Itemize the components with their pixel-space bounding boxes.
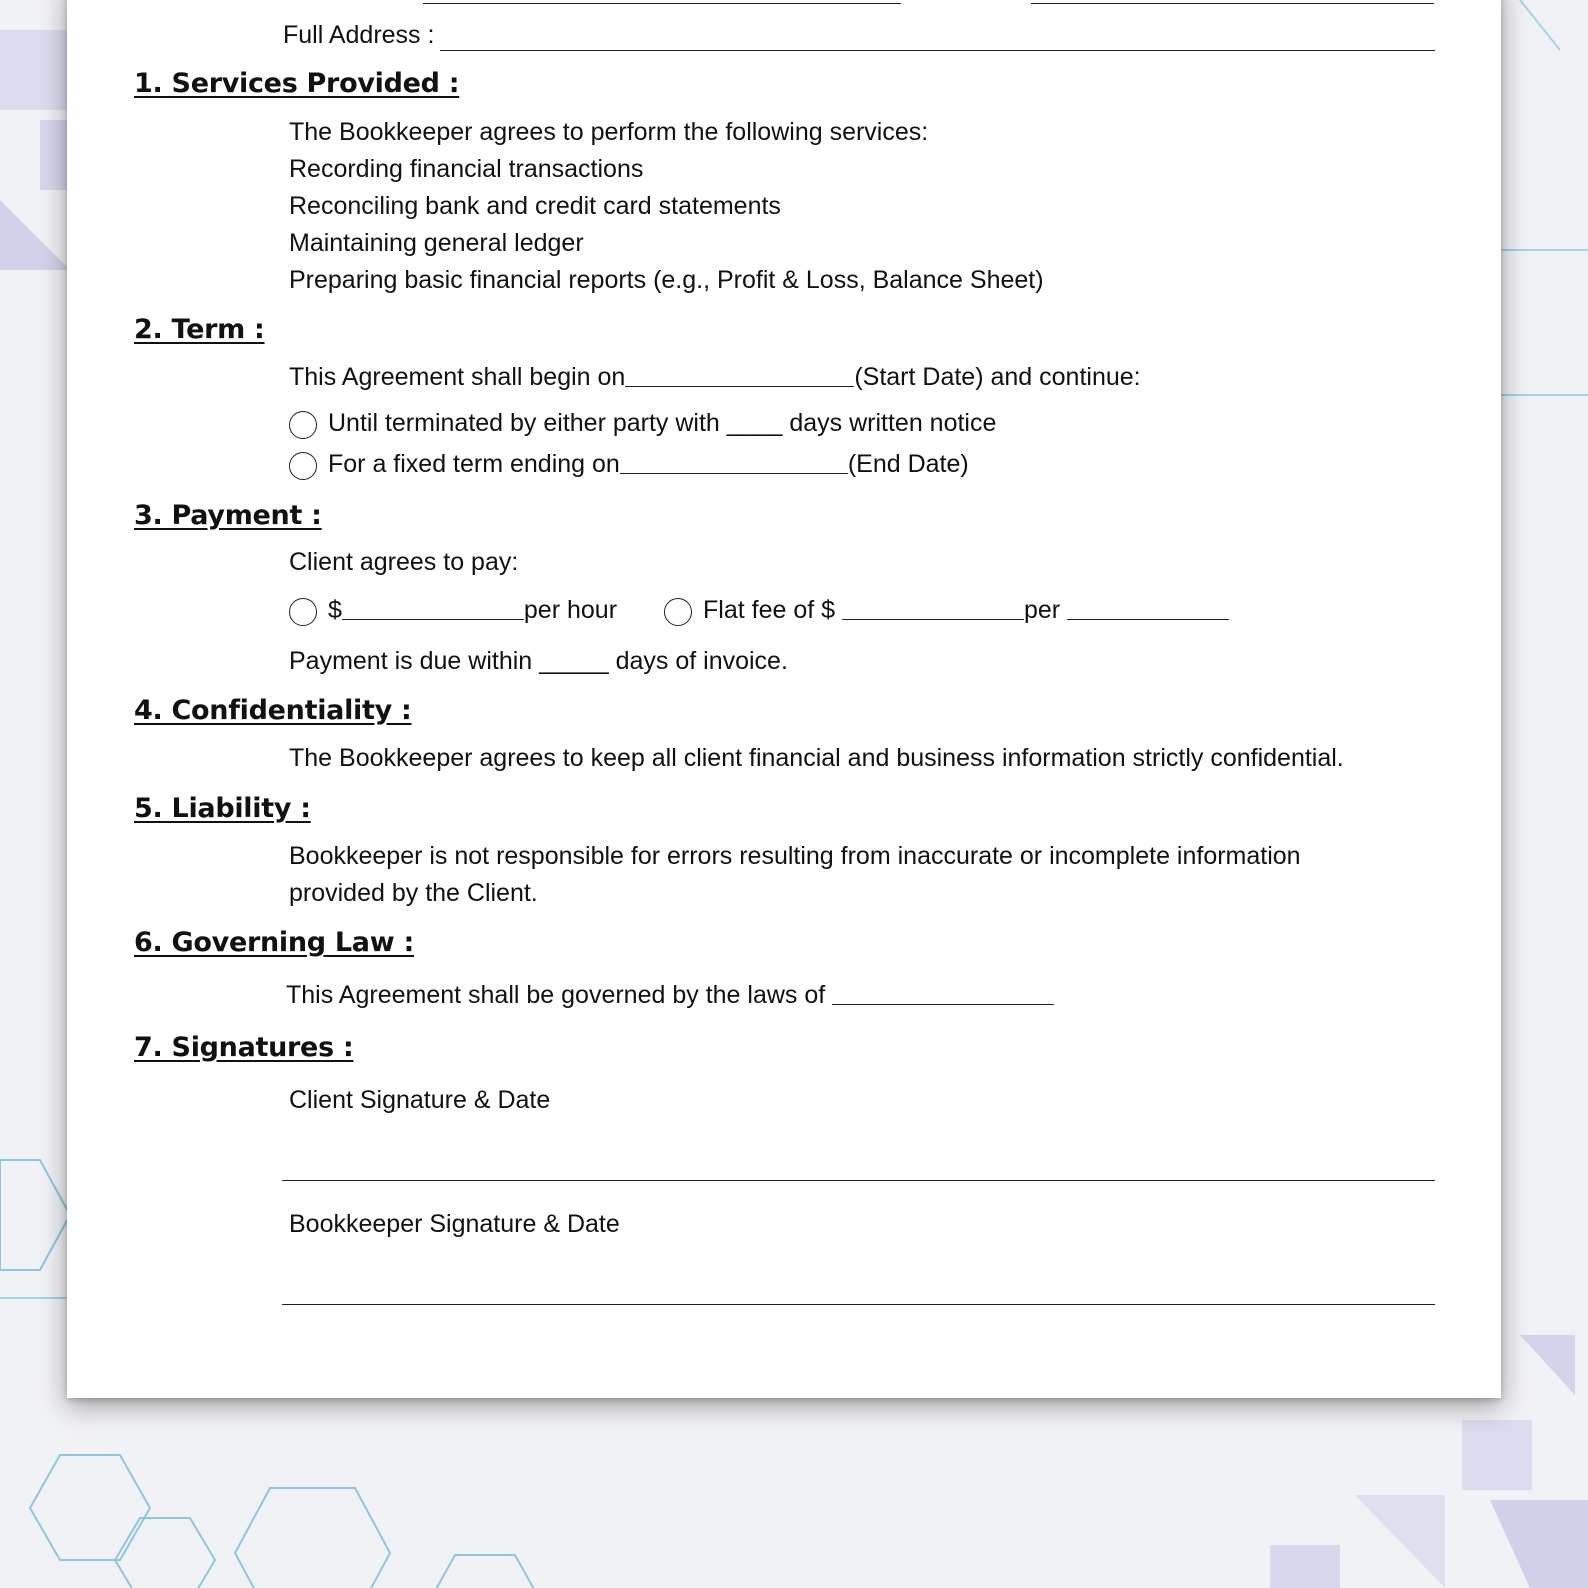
hourly-prefix: $ (328, 596, 342, 624)
fixed-term-text: For a fixed term ending on (328, 450, 620, 478)
service-item: Preparing basic financial reports (e.g., Profit & Loss, Balance Sheet) (289, 266, 1044, 294)
hourly-radio[interactable] (289, 598, 317, 626)
flat-fee-period-field[interactable] (1067, 595, 1229, 620)
liability-heading: 5. Liability : (134, 793, 311, 824)
client-signature-label: Client Signature & Date (289, 1086, 551, 1114)
payment-due-text: Payment is due within _____ days of invoice. (289, 647, 788, 675)
agreement-page (67, 0, 1501, 1398)
start-date-field[interactable] (625, 362, 854, 387)
liability-text-line1: Bookkeeper is not responsible for errors resulting from inaccurate or incomplete information (289, 842, 1301, 870)
flat-fee-amount-field[interactable] (842, 595, 1024, 620)
term-begin-row (289, 362, 1141, 392)
hourly-suffix: per hour (523, 596, 618, 624)
flat-fee-prefix: Flat fee of $ (703, 596, 836, 624)
signatures-heading: 7. Signatures : (134, 1032, 354, 1063)
service-item: Reconciling bank and credit card statements (289, 192, 781, 220)
payment-intro: Client agrees to pay: (289, 548, 519, 576)
end-date-field[interactable] (620, 449, 848, 474)
services-heading: 1. Services Provided : (134, 68, 460, 99)
governing-law-field[interactable] (832, 980, 1054, 1005)
fixed-term-radio[interactable] (289, 452, 317, 480)
client-signature-field[interactable] (282, 1180, 1435, 1181)
services-intro: The Bookkeeper agrees to perform the following services: (289, 118, 929, 146)
confidentiality-heading: 4. Confidentiality : (134, 695, 412, 726)
hourly-row (328, 595, 617, 625)
hourly-rate-field[interactable] (342, 595, 524, 620)
bookkeeper-signature-field[interactable] (282, 1304, 1435, 1305)
top-field-line-left (423, 3, 901, 4)
address-label: Full Address : (283, 21, 435, 49)
fixed-term-suffix: (End Date) (847, 450, 969, 478)
service-item: Recording financial transactions (289, 155, 644, 183)
governing-law-heading: 6. Governing Law : (134, 927, 414, 958)
bookkeeper-signature-label: Bookkeeper Signature & Date (289, 1210, 620, 1238)
fixed-term-row (328, 449, 969, 479)
service-item: Maintaining general ledger (289, 229, 584, 257)
payment-heading: 3. Payment : (134, 500, 322, 531)
confidentiality-text: The Bookkeeper agrees to keep all client financial and business information strictly confidential. (289, 744, 1344, 772)
term-heading: 2. Term : (134, 314, 265, 345)
notice-radio[interactable] (289, 411, 317, 439)
term-begin-text: This Agreement shall begin on (289, 363, 626, 391)
term-begin-suffix: (Start Date) and continue: (854, 363, 1141, 391)
top-field-line-right (1031, 3, 1434, 4)
governing-law-row (286, 980, 1054, 1010)
flat-fee-per: per (1023, 596, 1061, 624)
liability-text-line2: provided by the Client. (289, 879, 538, 907)
flat-fee-radio[interactable] (664, 598, 692, 626)
flat-fee-row (703, 595, 1229, 625)
address-field[interactable] (440, 50, 1435, 51)
governing-law-text: This Agreement shall be governed by the laws of (286, 981, 826, 1009)
notice-option-label: Until terminated by either party with ____ days written notice (328, 409, 997, 437)
